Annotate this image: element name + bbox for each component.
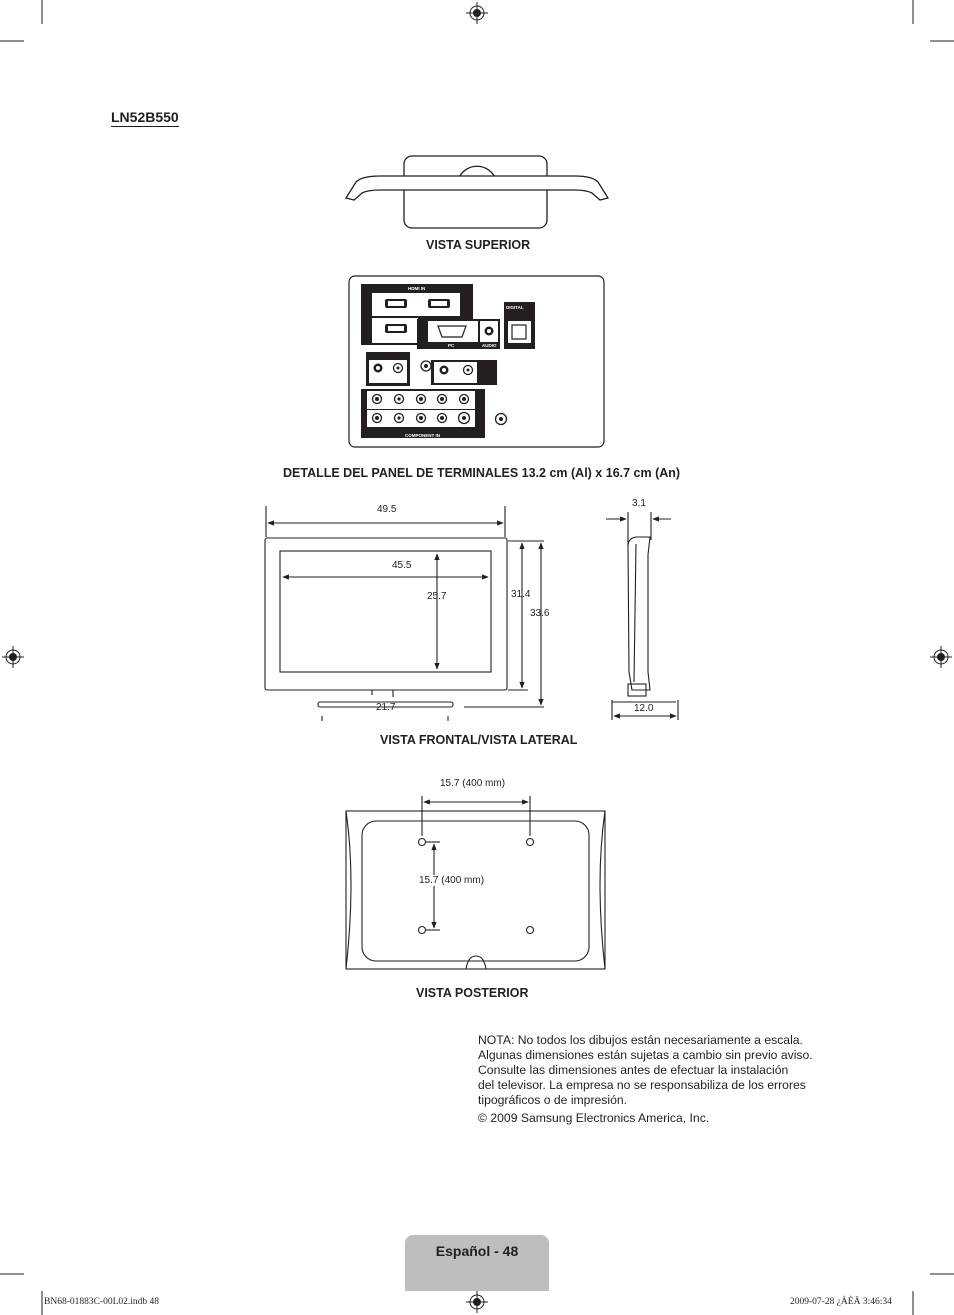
svg-text:AUDIO: AUDIO — [482, 343, 497, 348]
dim-vesa-horizontal: 15.7 (400 mm) — [440, 778, 506, 789]
svg-text:PC: PC — [448, 343, 455, 348]
print-file-info: BN68-01883C-00L02.indb 48 — [44, 1297, 160, 1307]
note-line: Algunas dimensiones están sujetas a cambio sin previo aviso. — [478, 1048, 813, 1063]
svg-text:HDMI IN: HDMI IN — [408, 286, 426, 291]
note-line: NOTA: No todos los dibujos están necesariamente a escala. — [478, 1033, 803, 1047]
note-line: Consulte las dimensiones antes de efectuar la instalación — [478, 1063, 789, 1078]
note-line: tipográficos o de impresión. — [478, 1093, 628, 1108]
model-number: LN52B550 — [111, 109, 179, 125]
dim-overall-width: 49.5 — [377, 504, 397, 515]
dim-stand-depth: 12.0 — [634, 703, 654, 714]
caption-terminal-detail: DETALLE DEL PANEL DE TERMINALES 13.2 cm (Al) x 16.7 cm (An) — [283, 466, 681, 480]
dim-screen-width: 45.5 — [392, 560, 412, 571]
copyright: © 2009 Samsung Electronics America, Inc. — [478, 1111, 710, 1126]
dim-screen-height: 25.7 — [427, 591, 447, 602]
dim-stand-width: 21.7 — [376, 702, 396, 713]
caption-front-side-view: VISTA FRONTAL/VISTA LATERAL — [380, 733, 578, 747]
disclaimer-note — [478, 1033, 838, 1127]
dim-total-height: 33.6 — [530, 608, 550, 619]
print-timestamp: 2009-07-28 ¿ÀÈÄ 3:46:34 — [790, 1297, 892, 1307]
dim-vesa-vertical: 15.7 (400 mm) — [419, 875, 485, 886]
note-line: del televisor. La empresa no se responsabiliza de los errores — [478, 1078, 806, 1093]
dim-body-height: 31.4 — [511, 589, 531, 600]
page-number: Español - 48 — [435, 1243, 519, 1259]
dim-depth-body: 3.1 — [632, 498, 646, 509]
svg-text:COMPONENT IN: COMPONENT IN — [405, 433, 441, 438]
svg-text:DIGITAL: DIGITAL — [506, 305, 524, 310]
caption-rear-view: VISTA POSTERIOR — [416, 986, 529, 1000]
caption-top-view: VISTA SUPERIOR — [426, 238, 531, 252]
